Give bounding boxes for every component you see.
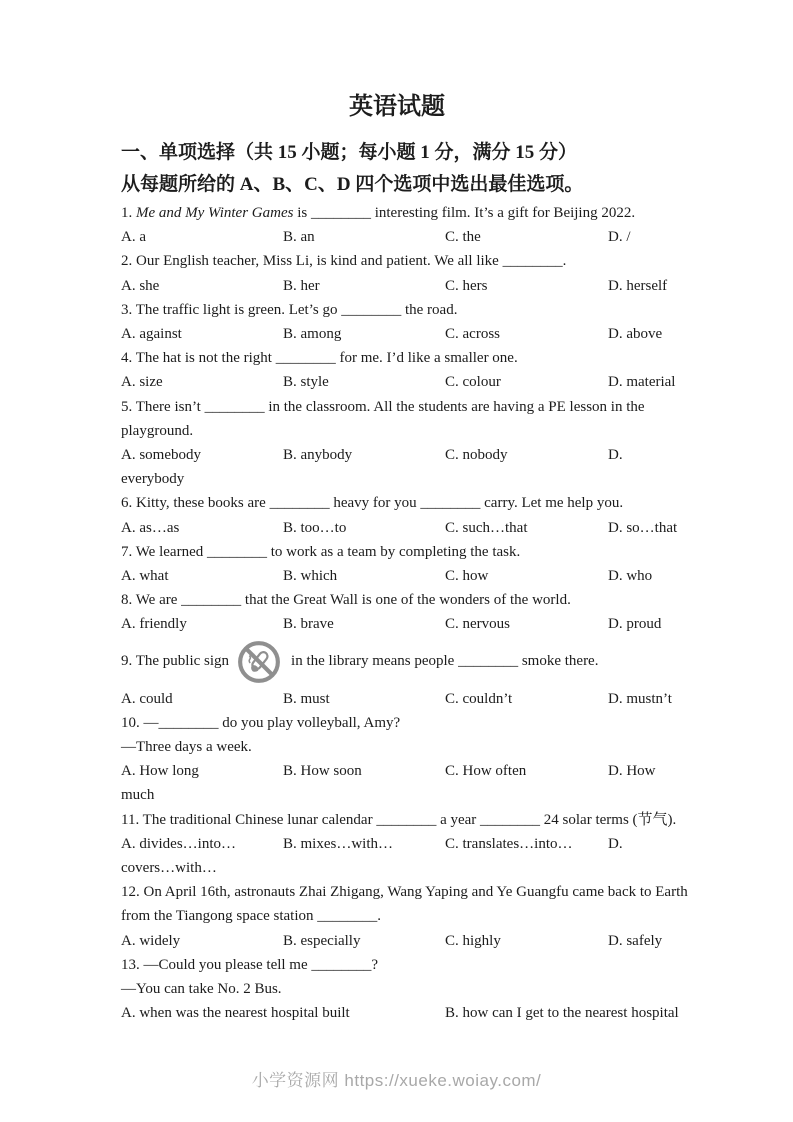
option-4-d: D. material xyxy=(608,374,676,391)
question-1-text xyxy=(121,201,673,225)
question-12-text: 12. On April 16th, astronauts Zhai Zhigang, Wang Yaping and Ye Guangfu came back to Earth xyxy=(121,884,688,901)
question-8-text: 8. We are ________ that the Great Wall is one of the wonders of the world. xyxy=(121,592,571,609)
option-5-d: D. xyxy=(608,446,623,463)
option-12-c: C. highly xyxy=(445,932,501,949)
option-5-b: B. anybody xyxy=(283,446,353,463)
option-6-b: B. too…to xyxy=(283,519,347,536)
question-5-options xyxy=(121,443,673,467)
option-3-a: A. against xyxy=(121,325,182,342)
question-1-film-title: Me and My Winter Games xyxy=(136,205,294,221)
option-7-d: D. who xyxy=(608,567,653,584)
question-8-options xyxy=(121,612,673,636)
question-11-text: 11. The traditional Chinese lunar calendar ________ a year ________ 24 solar terms (节气). xyxy=(121,811,677,828)
option-9-b: B. must xyxy=(283,690,330,707)
option-3-d: D. above xyxy=(608,325,663,342)
option-3-c: C. across xyxy=(445,325,500,342)
option-1-b: B. an xyxy=(283,229,315,246)
question-2-text: 2. Our English teacher, Miss Li, is kind and patient. We all like ________. xyxy=(121,253,567,270)
option-8-a: A. friendly xyxy=(121,616,187,633)
option-9-d: D. mustn’t xyxy=(608,690,672,707)
question-5-text: 5. There isn’t ________ in the classroom. All the students are having a PE lesson in the xyxy=(121,398,645,415)
option-7-b: B. which xyxy=(283,567,338,584)
question-2-options xyxy=(121,274,673,298)
option-11-d: D. xyxy=(608,835,623,852)
option-1-d: D. / xyxy=(608,229,631,246)
option-13-b: B. how can I get to the nearest hospital xyxy=(445,1005,679,1022)
question-3-options xyxy=(121,322,673,346)
question-10-answer: —Three days a week. xyxy=(121,738,252,755)
option-1-a: A. a xyxy=(121,229,146,246)
option-6-c: C. such…that xyxy=(445,519,528,536)
question-12-options xyxy=(121,929,673,953)
section-heading: 一、单项选择（共 15 小题；每小题 1 分，满分 15 分） xyxy=(121,142,578,163)
question-13-answer: —You can take No. 2 Bus. xyxy=(121,980,282,997)
question-12-text-cont: from the Tiangong space station ________. xyxy=(121,908,381,925)
option-7-a: A. what xyxy=(121,567,169,584)
option-4-b: B. style xyxy=(283,374,329,391)
question-3-text: 3. The traffic light is green. Let’s go ________ the road. xyxy=(121,301,458,318)
option-5-d-cont: everybody xyxy=(121,471,185,488)
option-11-c: C. translates…into… xyxy=(445,835,573,852)
question-13-options xyxy=(121,1001,679,1025)
section-instruction: 从每题所给的 A、B、C、D 四个选项中选出最佳选项。 xyxy=(121,174,584,195)
option-8-d: D. proud xyxy=(608,616,662,633)
option-10-d-cont: much xyxy=(121,787,155,804)
option-2-d: D. herself xyxy=(608,277,668,294)
question-7-options xyxy=(121,564,673,588)
question-1-options xyxy=(121,225,673,249)
option-9-c: C. couldn’t xyxy=(445,690,513,707)
option-12-d: D. safely xyxy=(608,932,663,949)
question-10-options xyxy=(121,759,673,783)
question-10-text: 10. —________ do you play volleyball, Amy? xyxy=(121,714,401,731)
no-smoking-icon xyxy=(236,639,282,685)
option-4-c: C. colour xyxy=(445,374,501,391)
question-6-options xyxy=(121,516,678,540)
question-9-rest: in the library means people ________ smoke there. xyxy=(291,653,599,670)
option-10-b: B. How soon xyxy=(283,763,362,780)
question-6-text: 6. Kitty, these books are ________ heavy for you ________ carry. Let me help you. xyxy=(121,495,624,512)
question-9-options xyxy=(121,687,673,711)
question-4-text: 4. The hat is not the right ________ for me. I’d like a smaller one. xyxy=(121,350,518,367)
option-2-b: B. her xyxy=(283,277,320,294)
option-4-a: A. size xyxy=(121,374,163,391)
option-10-d: D. How xyxy=(608,763,656,780)
option-6-d: D. so…that xyxy=(608,519,678,536)
option-12-a: A. widely xyxy=(121,932,181,949)
option-10-c: C. How often xyxy=(445,763,527,780)
question-4-options xyxy=(121,370,676,394)
exam-content xyxy=(121,92,688,1025)
question-5-text-cont: playground. xyxy=(121,422,194,439)
option-5-a: A. somebody xyxy=(121,446,201,463)
option-8-c: C. nervous xyxy=(445,616,510,633)
option-13-a: A. when was the nearest hospital built xyxy=(121,1005,350,1022)
option-9-a: A. could xyxy=(121,690,173,707)
question-9-text xyxy=(121,637,673,687)
option-5-c: C. nobody xyxy=(445,446,508,463)
question-7-text: 7. We learned ________ to work as a team by completing the task. xyxy=(121,543,521,560)
question-9-pre: 9. The public sign xyxy=(121,653,230,670)
option-3-b: B. among xyxy=(283,325,342,342)
option-11-a: A. divides…into… xyxy=(121,835,236,852)
option-11-b: B. mixes…with… xyxy=(283,835,394,852)
page-title: 英语试题 xyxy=(349,94,445,120)
option-6-a: A. as…as xyxy=(121,519,180,536)
question-1-rest: is ________ interesting film. It’s a gift for Beijing 2022. xyxy=(293,205,636,221)
option-1-c: C. the xyxy=(445,229,481,246)
option-10-a: A. How long xyxy=(121,763,199,780)
option-2-a: A. she xyxy=(121,277,160,294)
option-7-c: C. how xyxy=(445,567,489,584)
option-11-d-cont: covers…with… xyxy=(121,859,217,876)
question-1-number: 1. xyxy=(121,205,136,221)
question-13-text: 13. —Could you please tell me ________? xyxy=(121,956,379,973)
question-11-options xyxy=(121,832,673,856)
option-8-b: B. brave xyxy=(283,616,334,633)
option-12-b: B. especially xyxy=(283,932,361,949)
option-2-c: C. hers xyxy=(445,277,488,294)
watermark-footer: 小学资源网 https://xueke.woiay.com/ xyxy=(251,1071,542,1090)
